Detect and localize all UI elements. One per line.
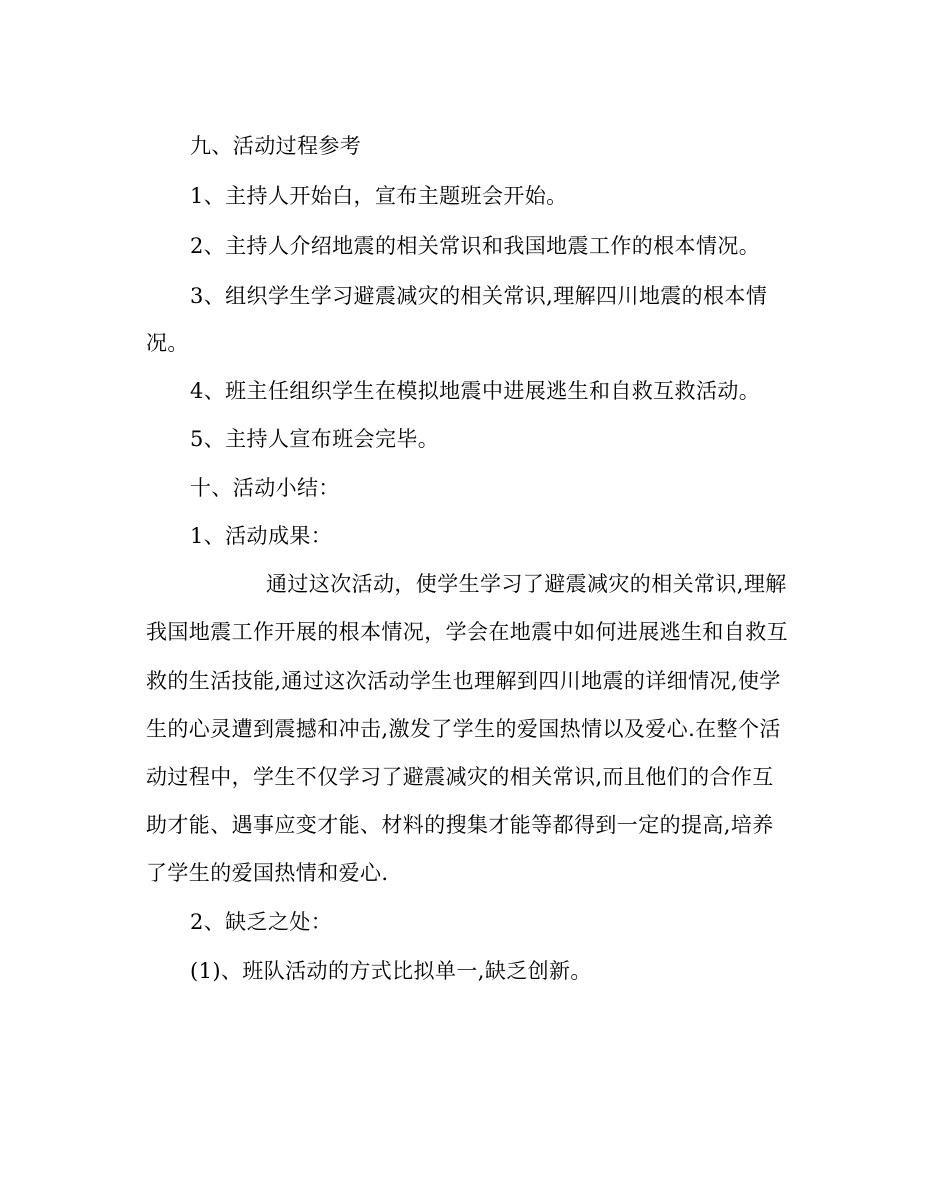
result-heading: 1、活动成果：	[190, 524, 333, 548]
process-step-3-line-1: 3、组织学生学习避震减灾的相关常识,理解四川地震的根本情	[190, 284, 768, 308]
process-step-4: 4、班主任组织学生在模拟地震中进展逃生和自救互救活动。	[190, 379, 761, 403]
result-paragraph-line: 助才能、遇事应变才能、材料的搜集才能等都得到一定的提高,培养	[146, 813, 774, 837]
shortcoming-item-1: (1)、班队活动的方式比拟单一,缺乏创新。	[190, 959, 592, 983]
section-heading-summary: 十、活动小结：	[190, 476, 340, 500]
shortcoming-heading: 2、缺乏之处：	[190, 910, 333, 934]
process-step-3-line-2: 况。	[146, 331, 189, 355]
result-paragraph-line: 了学生的爱国热情和爱心.	[146, 861, 389, 885]
process-step-1: 1、主持人开始白，宣布主题班会开始。	[190, 184, 568, 208]
result-paragraph-line: 救的生活技能,通过这次活动学生也理解到四川地震的详细情况,使学	[146, 669, 781, 693]
process-step-2: 2、主持人介绍地震的相关常识和我国地震工作的根本情况。	[190, 234, 761, 258]
result-paragraph-line: 我国地震工作开展的根本情况，学会在地震中如何进展逃生和自救互	[146, 620, 788, 644]
result-paragraph-line: 通过这次活动，使学生学习了避震减灾的相关常识,理解	[266, 572, 787, 596]
process-step-5: 5、主持人宣布班会完毕。	[190, 427, 440, 451]
section-heading-process: 九、活动过程参考	[190, 134, 362, 158]
result-paragraph-line: 动过程中，学生不仅学习了避震减灾的相关常识,而且他们的合作互	[146, 765, 774, 789]
result-paragraph-line: 生的心灵遭到震撼和冲击,激发了学生的爱国热情以及爱心.在整个活	[146, 717, 781, 741]
